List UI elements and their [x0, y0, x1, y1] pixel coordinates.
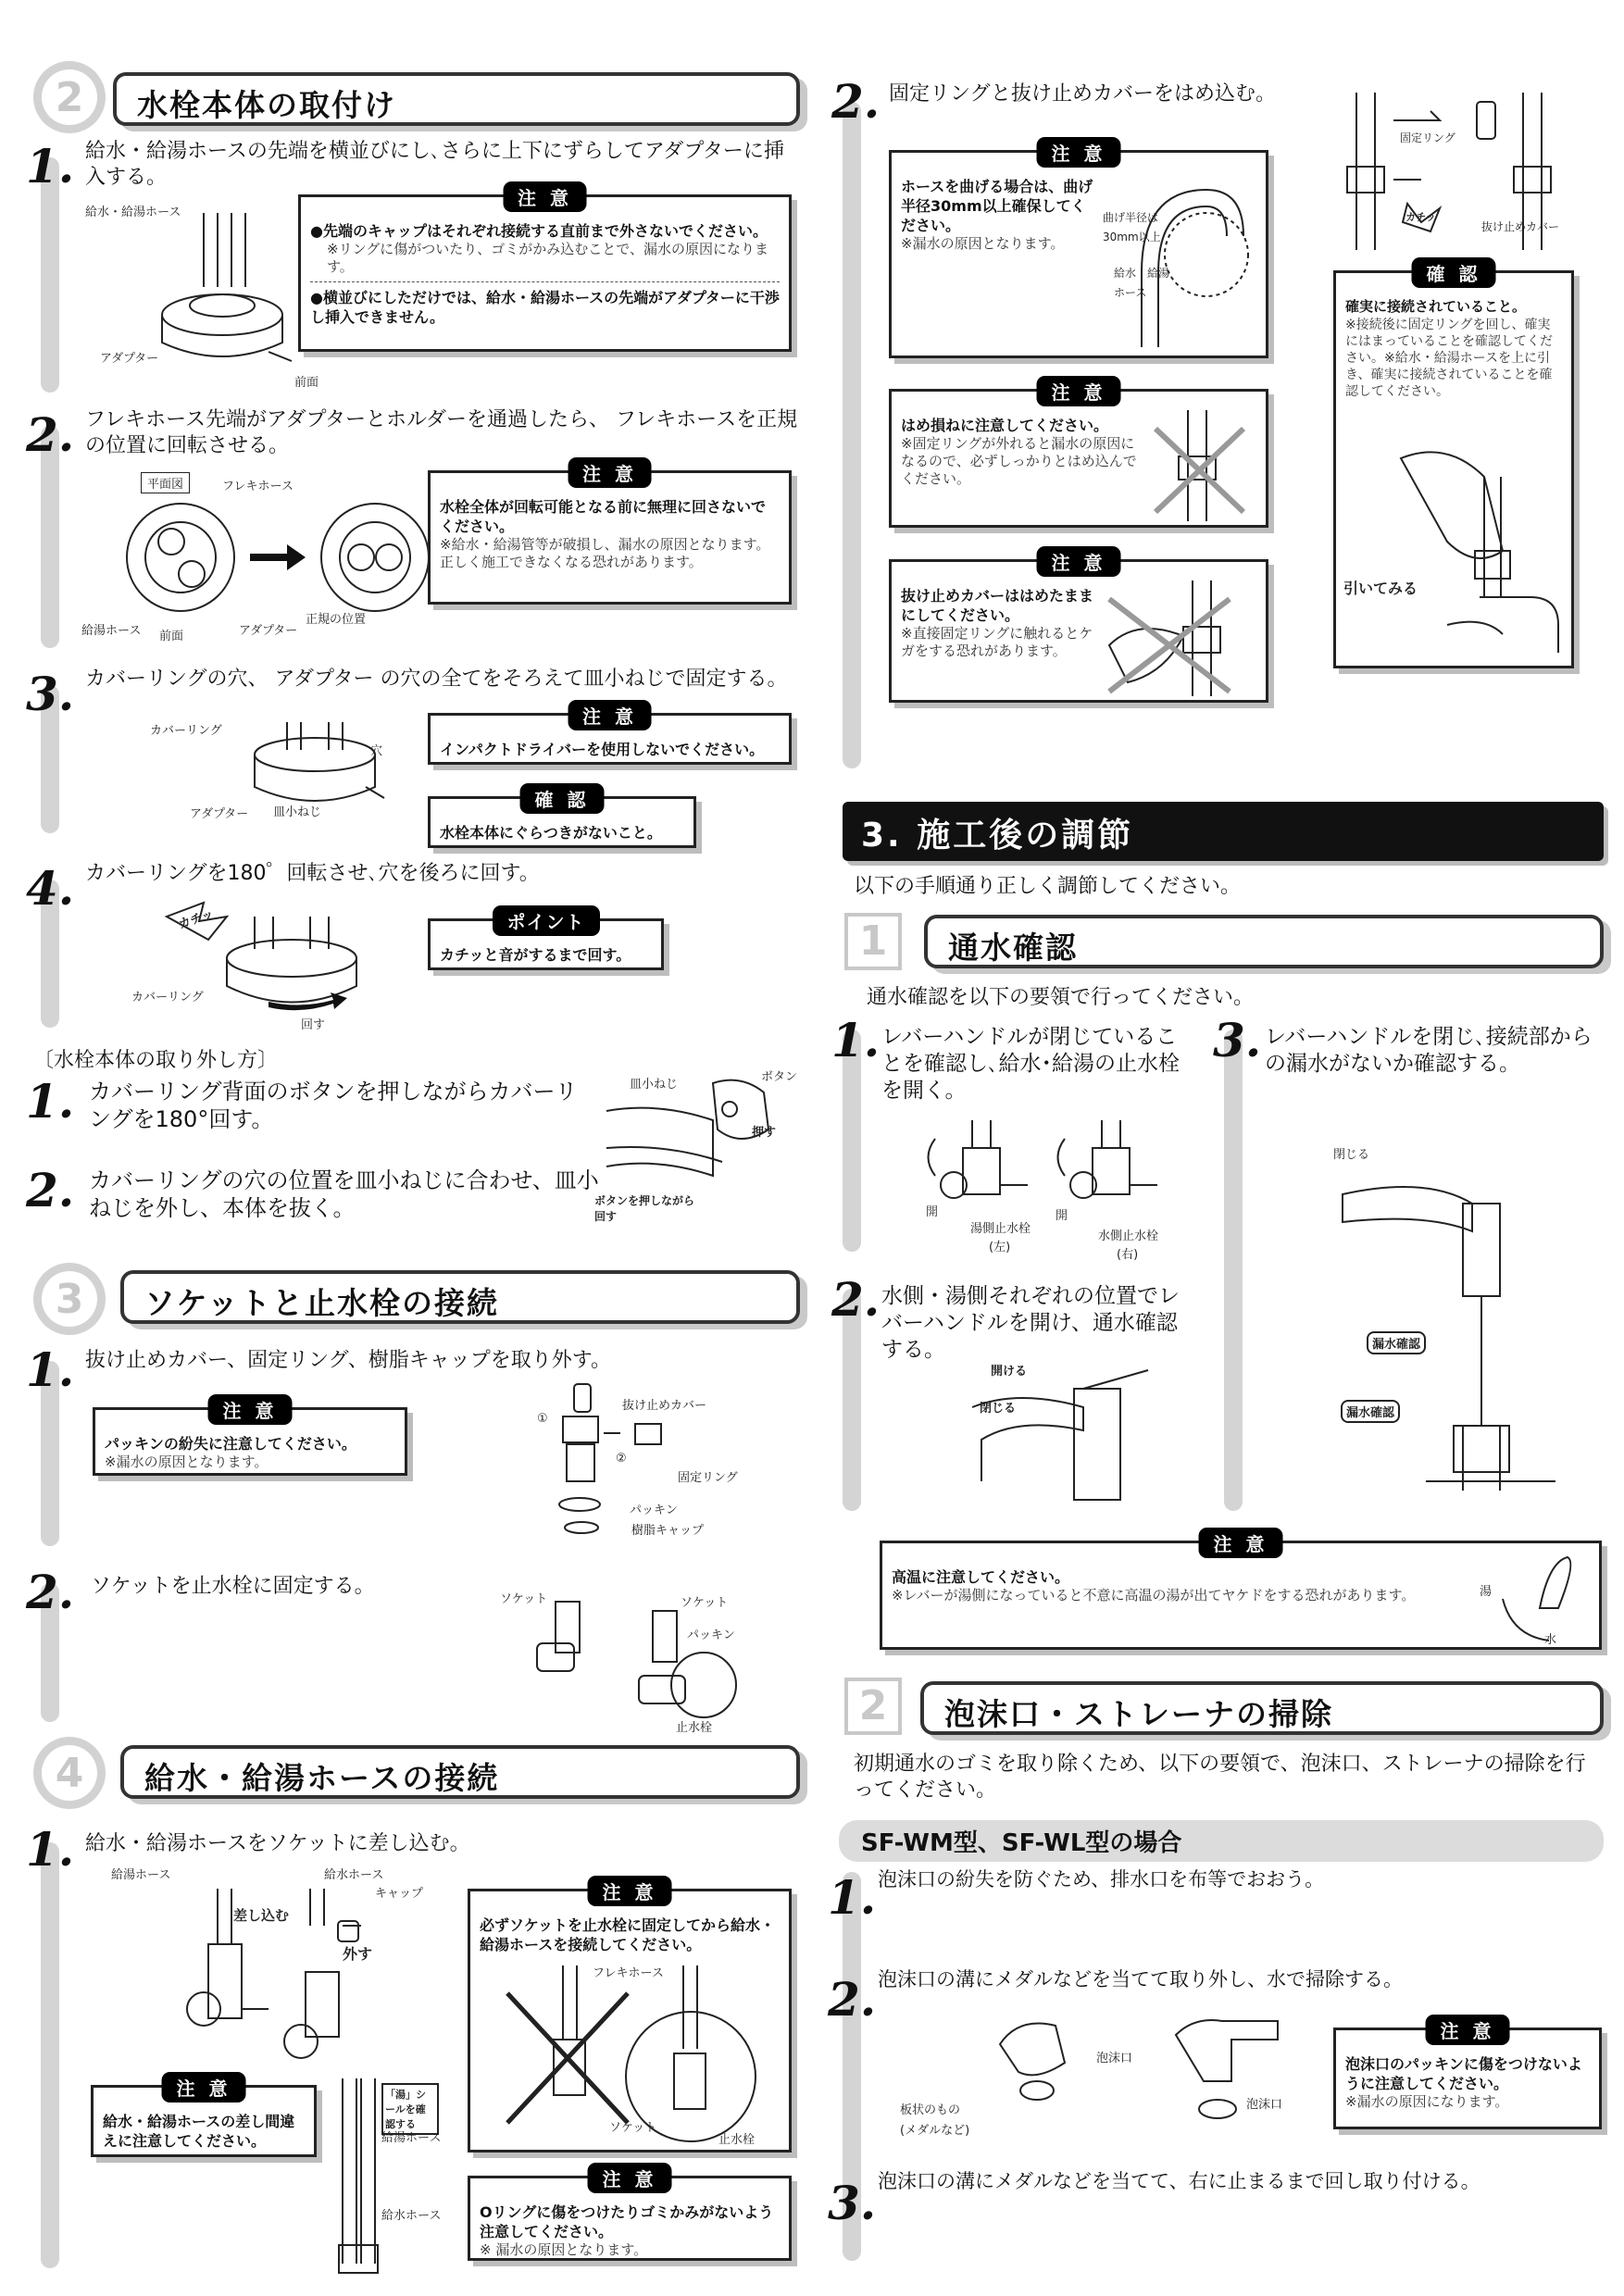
point-tag: ポイント — [493, 905, 600, 936]
hose-seal-illustration — [333, 2078, 380, 2282]
step-number: 2. — [831, 1272, 881, 1327]
step-text: 泡沫口の溝にメダルなどを当てて取り外し、水で掃除する。 — [878, 1968, 1403, 1990]
label-hose: 給水・給湯ホース — [1114, 267, 1170, 299]
step-number: 2. — [26, 407, 75, 462]
caution-box — [1333, 2020, 1602, 2129]
caution-box — [889, 552, 1268, 703]
label-socket: ソケット — [500, 1592, 548, 1606]
caution-tag: 注 意 — [208, 1394, 293, 1425]
rotation-illustration — [125, 500, 431, 620]
caution-note: ※固定リングが外れると漏水の原因になるので、必ずしっかりとはめ込んでください。 — [901, 435, 1137, 487]
caution-text: パッキンの紛失に注意してください。 — [105, 1435, 356, 1453]
step-number: 3. — [26, 667, 75, 721]
caution-tag: 注 意 — [1426, 2015, 1510, 2045]
label-cold-valve: 水側止水栓 — [1098, 1229, 1159, 1243]
label-stop-valve: 止水栓 — [718, 2133, 756, 2147]
step-text: カバーリングの穴、 アダプター の穴の全てをそろえて皿小ねじで固定する。 — [85, 668, 788, 691]
label-aerator: 泡沫口 — [1246, 2098, 1283, 2112]
label-screw: 皿小ねじ — [630, 1078, 679, 1092]
label-right: (右) — [1117, 1248, 1139, 1262]
label-stop-valve: 止水栓 — [676, 1721, 713, 1735]
step-number: 3. — [1213, 1013, 1262, 1067]
step-text: 給水・給湯ホースの先端を横並びにし､さらに上下にずらしてアダプターに挿入する。 — [85, 140, 784, 189]
step-text: カバーリング背面のボタンを押しながらカバーリングを180°回す。 — [89, 1079, 578, 1132]
label-cover: 抜け止めカバー — [1481, 220, 1560, 233]
caution-box — [298, 187, 792, 352]
label-adapter: アダプター — [190, 807, 249, 821]
confirm-box — [1333, 263, 1574, 668]
step-text: 抜け止めカバー、固定リング、樹脂キャップを取り外す。 — [85, 1349, 612, 1372]
caution-box — [889, 381, 1268, 528]
cover-ring-illustration — [245, 722, 394, 815]
confirm-box — [428, 789, 696, 848]
caution-tag: 注 意 — [568, 457, 652, 488]
confirm-tag: 確 認 — [1412, 257, 1496, 288]
confirm-tag: 確 認 — [520, 783, 605, 814]
caution-box — [880, 1533, 1602, 1650]
caution-tag: 注 意 — [162, 2072, 246, 2103]
label-kachi: カチッ — [1405, 211, 1436, 223]
hand-illustration — [1100, 580, 1257, 696]
step-text: 泡沫口の紛失を防ぐため、排水口を布等でおおう。 — [878, 1868, 1325, 1890]
caution-box — [468, 2168, 792, 2261]
caution-note: ※給水・給湯管等が破損し、漏水の原因となります。正しく施工できなくなる恐れがあります。 — [440, 536, 770, 570]
caution-tag: 注 意 — [503, 181, 587, 212]
label-insert: 差し込む — [233, 1907, 290, 1924]
caution-text: ホースを曲げる場合は、曲げ半径30mm以上確保してください。 — [901, 178, 1093, 234]
adapter-illustration — [139, 213, 296, 370]
caution-tag: 注 意 — [588, 1876, 672, 1906]
label-close-lever: 閉じる — [980, 1402, 1017, 1416]
label-ring: 固定リング — [678, 1471, 738, 1485]
subsection-2-title: 泡沫口・ストレーナの掃除 — [920, 1681, 1604, 1735]
label-hot-hose: 給湯ホース — [381, 2131, 442, 2145]
label-open-lever: 開ける — [991, 1365, 1028, 1379]
step-text: レバーハンドルが閉じていることを確認し､給水･給湯の止水栓を開く。 — [881, 1025, 1180, 1103]
label-hot-hose: 給湯ホース — [81, 624, 142, 638]
label-front: 前面 — [294, 376, 319, 390]
step-text: 泡沫口の溝にメダルなどを当てて、右に止まるまで回し取り付ける。 — [878, 2170, 1480, 2192]
caution-box — [889, 143, 1268, 358]
step-text: カバーリングの穴の位置を皿小ねじに合わせ、皿小ねじを外し、本体を抜く。 — [89, 1167, 599, 1221]
divider — [310, 281, 780, 282]
label-push: 押す — [752, 1126, 777, 1140]
step-text: 給水・給湯ホースをソケットに差し込む。 — [85, 1832, 470, 1855]
label-flexi: フレキホース — [222, 480, 294, 493]
hose-socket-illustration — [176, 1889, 417, 2065]
caution-tag: 注 意 — [1037, 546, 1121, 577]
caution-note: ※直接固定リングに触れるとケガをする恐れがあります。 — [901, 625, 1093, 659]
label-turn: 回す — [301, 1018, 326, 1032]
label-packing: パッキン — [687, 1628, 735, 1642]
caution-text: 高温に注意してください。 — [892, 1568, 1070, 1586]
label-remove: 外す — [343, 1945, 373, 1963]
step-bar — [41, 1842, 59, 2268]
caution-box — [428, 463, 792, 605]
label-leak-check: 漏水確認 — [1367, 1331, 1426, 1354]
socket-valve-illustration — [528, 1592, 750, 1731]
label-hole: 穴 — [370, 744, 383, 758]
step-text: レバーハンドルを閉じ､接続部からの漏水がないか確認する。 — [1265, 1025, 1593, 1076]
step-text: 水側・湯側それぞれの位置でレバーハンドルを開け、通水確認する。 — [881, 1284, 1180, 1362]
pull-illustration — [1392, 440, 1568, 653]
caution-tag: 注 意 — [588, 2163, 672, 2193]
caution-tag: 注 意 — [1037, 376, 1121, 406]
step-number: 1. — [26, 1074, 75, 1129]
caution-note: ※レバーが湯側になっていると不意に高温の湯が出てヤケドをする恐れがあります。 — [892, 1587, 1416, 1603]
caution-tag: 注 意 — [568, 700, 652, 730]
step-number: 1. — [26, 1822, 75, 1877]
step-number: 1. — [828, 1870, 877, 1925]
label-adapter: アダプター — [239, 624, 298, 638]
label-click: カチッ — [177, 907, 216, 932]
label-cover-ring: カバーリング — [150, 724, 222, 738]
ring-illustration — [1151, 410, 1253, 521]
caution-box — [468, 1881, 792, 2152]
caution-text: 抜け止めカバーははめたままにしてください。 — [901, 587, 1094, 624]
label-hot-hose: 給湯ホース — [111, 1868, 171, 1882]
caution-text: Oリングに傷をつけたりゴミかみがないよう注意してください。 — [480, 2203, 774, 2240]
point-text: カチッと音がするまで回す。 — [440, 946, 631, 964]
step-number: 2. — [831, 74, 881, 129]
step-number: 4. — [26, 861, 75, 916]
main-intro: 以下の手順通り正しく調節してください。 — [854, 875, 1242, 898]
removal-title: 〔水栓本体の取り外し方〕 — [33, 1049, 279, 1072]
label-ring: 固定リング — [1400, 131, 1455, 144]
label-socket: ソケット — [681, 1596, 729, 1610]
label-hot-valve: 湯側止水栓 — [970, 1222, 1031, 1236]
label-front: 前面 — [159, 630, 184, 643]
label-cover-ring: カバーリング — [131, 991, 204, 1004]
label-push-turn: ボタンを押しながら回す — [594, 1194, 695, 1223]
section-2-badge: 2 — [33, 61, 106, 133]
label-aerator: 泡沫口 — [1096, 2052, 1133, 2065]
section-2-title: 水栓本体の取付け — [113, 72, 800, 126]
label-c1: ① — [537, 1412, 548, 1426]
label-position: 正規の位置 — [306, 613, 367, 627]
label-hose: 給水・給湯ホース — [85, 206, 181, 219]
caution-box — [428, 705, 792, 765]
caution-box — [91, 2078, 317, 2157]
label-cap: キャップ — [375, 1887, 424, 1901]
step-text: ソケットを止水栓に固定する。 — [91, 1575, 375, 1598]
label-leak-check: 漏水確認 — [1341, 1400, 1400, 1423]
step-number: 2. — [26, 1163, 75, 1217]
faucet-leak-illustration — [1333, 1148, 1565, 1509]
label-open: 開 — [926, 1205, 939, 1219]
label-hot: 湯 — [1480, 1585, 1493, 1599]
step-text: 固定リングと抜け止めカバーをはめ込む。 — [889, 82, 1277, 106]
caution-text: 泡沫口のパッキンに傷をつけないように注意してください。 — [1345, 2055, 1582, 2092]
label-packing: パッキン — [630, 1504, 678, 1517]
label-seal: 「湯」シールを確認する — [381, 2083, 439, 2135]
label-cover: 抜け止めカバー — [622, 1399, 707, 1413]
caution-box — [93, 1400, 407, 1476]
label-flexi: フレキホース — [593, 1966, 664, 1980]
label-button: ボタン — [761, 1070, 798, 1084]
subsection-1-title: 通水確認 — [924, 915, 1604, 968]
label-pull: 引いてみる — [1343, 580, 1418, 597]
model-subheading: SF-WM型、SF-WL型の場合 — [839, 1820, 1604, 1862]
label-adapter: アダプター — [100, 352, 159, 366]
step-text: フレキホース先端がアダプターとホルダーを通過したら、 フレキホースを正規の位置に回転させる。 — [85, 408, 798, 457]
label-socket: ソケット — [609, 2121, 657, 2135]
caution-tag: 注 意 — [1199, 1528, 1283, 1558]
label-plan: 平面図 — [141, 472, 190, 493]
caution-text: ●先端のキャップはそれぞれ接続する直前まで外さないでください。 — [310, 222, 768, 240]
step-number: 1. — [26, 139, 75, 193]
label-plate: 板状のもの — [900, 2103, 961, 2117]
stop-valve-illustration — [917, 1120, 1176, 1241]
label-screw: 皿小ねじ — [273, 805, 322, 819]
caution-note: ※漏水の原因となります。 — [105, 1454, 269, 1470]
label-open: 開 — [1056, 1209, 1068, 1223]
caution-note: ※リングに傷がついたり、ゴミがかみ込むことで、漏水の原因になります。 — [327, 241, 768, 275]
point-box — [428, 911, 664, 970]
subsection-intro: 通水確認を以下の要領で行ってください。 — [867, 986, 1255, 1009]
step-number: 1. — [26, 1342, 75, 1397]
step-number: 2. — [828, 1972, 877, 2027]
step-bar — [1224, 1029, 1243, 1511]
section-4-title: 給水・給湯ホースの接続 — [120, 1745, 800, 1799]
step-bar — [843, 102, 861, 768]
label-water: 水 — [1544, 1633, 1557, 1647]
step-number: 3. — [828, 2176, 877, 2230]
label-medal: (メダルなど) — [900, 2124, 970, 2138]
aerator-illustration — [981, 2007, 1278, 2128]
subsection-2-badge: 2 — [844, 1678, 902, 1735]
confirm-note: ※接続後に固定リングを回し、確実にはまっていることを確認してください。※給水・給湯ホースを上に引き、確実に接続されていることを確認してください。 — [1345, 318, 1553, 399]
step-text: カバーリングを180゜回転させ､穴を後ろに回す。 — [85, 862, 540, 885]
subsection-intro: 初期通水のゴミを取り除くため、以下の要領で、泡沫口、ストレーナの掃除を行ってください。 — [854, 1753, 1586, 1802]
caution-text: ●横並びにしただけでは、給水・給湯ホースの先端がアダプターに干渉し挿入できません。 — [310, 289, 780, 326]
section-4-badge: 4 — [33, 1737, 106, 1809]
lever-illustration — [1484, 1553, 1586, 1645]
caution-note: ※漏水の原因となります。 — [901, 235, 1065, 252]
label-c2: ② — [616, 1452, 627, 1466]
step-number: 2. — [26, 1565, 75, 1619]
bend-illustration — [1114, 171, 1253, 347]
main-section-title: 3. 施工後の調節 — [861, 817, 1134, 855]
caution-note: ※漏水の原因になります。 — [1345, 2093, 1509, 2110]
caution-text: インパクトドライバーを使用しないでください。 — [440, 741, 765, 758]
step-number: 1. — [831, 1013, 881, 1067]
label-cold-hose: 給水ホース — [381, 2209, 442, 2223]
connection-illustration — [498, 1965, 767, 2141]
caution-tag: 注 意 — [1037, 137, 1121, 168]
caution-text: 水栓全体が回転可能となる前に無理に回さないでください。 — [440, 498, 767, 535]
label-bend: 曲げ半径は30mm以上 — [1103, 211, 1161, 243]
label-cold-hose: 給水ホース — [324, 1868, 384, 1882]
label-close: 閉じる — [1333, 1148, 1370, 1162]
section-3-title: ソケットと止水栓の接続 — [120, 1270, 800, 1324]
caution-text: 必ずソケットを止水栓に固定してから給水・給湯ホースを接続してください。 — [480, 1916, 776, 1953]
confirm-text: 水栓本体にぐらつきがないこと。 — [440, 824, 662, 842]
label-left: (左) — [989, 1241, 1011, 1254]
caution-text: 給水・給湯ホースの差し間違えに注意してください。 — [103, 2113, 295, 2150]
subsection-1-badge: 1 — [844, 913, 902, 970]
section-3-badge: 3 — [33, 1263, 106, 1335]
label-cap: 樹脂キャップ — [631, 1524, 705, 1538]
confirm-text: 確実に接続されていること。 — [1345, 298, 1527, 315]
caution-text: はめ損ねに注意してください。 — [901, 417, 1109, 434]
caution-note: ※ 漏水の原因となります。 — [480, 2241, 648, 2258]
